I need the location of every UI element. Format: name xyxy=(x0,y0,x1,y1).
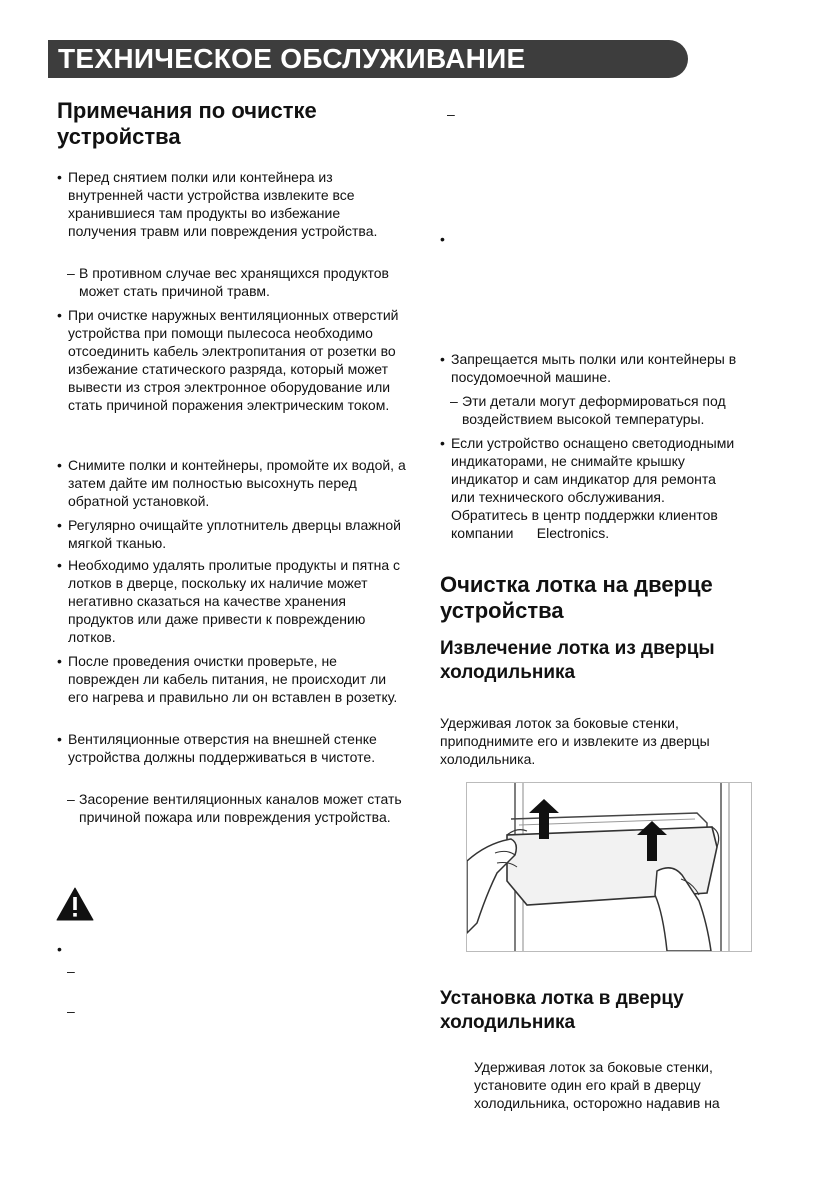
remove-tray-text: Удерживая лоток за боковые стенки, приподнимите его и извлеките из дверцы холодильника. xyxy=(440,715,710,767)
led-line-2: индикаторами, не снимайте крышку xyxy=(451,453,685,469)
dash-mark: – xyxy=(450,393,458,409)
note-weight-injury xyxy=(57,264,409,300)
empty-bullet-mark: • xyxy=(57,941,62,957)
led-line-4: или технического обслуживания. xyxy=(451,489,665,505)
note-vents-fire xyxy=(57,790,409,826)
cleaning-notes-heading xyxy=(57,98,397,150)
door-tray-heading: Очистка лотка на дверце устройства xyxy=(440,572,713,623)
empty-dash-mark: – xyxy=(67,963,75,979)
empty-dash-mark: – xyxy=(67,1003,75,1019)
install-tray-heading: Установка лотка в дверцу холодильника xyxy=(440,988,684,1033)
note-vents-clean: • Вентиляционные отверстия на внешней стенке устройства должны поддерживаться в чистоте. xyxy=(57,730,413,766)
led-line-3: индикатор и сам индикатор для ремонта xyxy=(451,471,716,487)
note-door-seal: • Регулярно очищайте уплотнитель дверцы влажной мягкой тканью. xyxy=(57,516,408,552)
empty-bullet-mark: • xyxy=(440,231,445,247)
led-line-1: Если устройство оснащено светодиодными xyxy=(451,435,735,451)
note-weight-injury-text: В противном случае вес хранящихся продуктов может стать причиной травм. xyxy=(79,265,389,299)
dash-mark: – xyxy=(67,265,75,281)
remove-tray-heading: Извлечение лотка из дверцы холодильника xyxy=(440,638,715,683)
note-wash-shelves: • Снимите полки и контейнеры, промойте их водой, а затем дайте им полностью высохнуть перед обратной установкой. xyxy=(57,456,408,510)
section-title: ТЕХНИЧЕСКОЕ ОБСЛУЖИВАНИЕ xyxy=(58,43,526,74)
note-vents-fire-text: Засорение вентиляционных каналов может стать причиной пожара или повреждения устройства. xyxy=(79,791,402,825)
cleaning-notes-heading-line1: Примечания по очистке xyxy=(57,98,317,123)
warning-icon xyxy=(56,887,94,921)
led-line-5: Обратитесь в центр поддержки клиентов xyxy=(451,507,718,523)
cleaning-notes-heading-line2: устройства xyxy=(57,124,181,149)
note-led-indicator xyxy=(440,434,811,542)
dash-mark: – xyxy=(67,791,75,807)
note-power-cable: • После проведения очистки проверьте, не поврежден ли кабель питания, не происходит ли его нагрева и правильно ли он вставлен в розетку. xyxy=(57,652,408,706)
section-header-bar xyxy=(48,40,688,78)
note-no-dishwasher: • Запрещается мыть полки или контейнеры в посудомоечной машине. xyxy=(440,350,796,386)
note-deform-heat-text: Эти детали могут деформироваться под воздействием высокой температуры. xyxy=(462,393,726,427)
led-line-6: компании Electronics. xyxy=(451,525,610,541)
note-deform-heat xyxy=(440,392,807,428)
empty-dash-mark: – xyxy=(447,106,455,122)
note-spills-trays: • Необходимо удалять пролитые продукты и пятна с лотков в дверце, поскольку их наличие может негативно сказаться на качестве хранения продуктов или даже привести к повреждению лотков. xyxy=(57,556,408,646)
tray-removal-illustration xyxy=(466,782,752,952)
note-remove-items: • Перед снятием полки или контейнера из внутренней части устройства извлеките все хранившиеся там продукты во избежание получения травм или повреждения устройства. xyxy=(57,168,403,240)
install-tray-text: Удерживая лоток за боковые стенки, установите один его край в дверцу холодильника, осторожно надавив на xyxy=(474,1059,720,1111)
note-vacuum-unplug: • При очистке наружных вентиляционных отверстий устройства при помощи пылесоса необходимо отсоединить кабель электропитания от розетки во избежание статического разряда, который может вывести из строя электронное оборудование или стать причиной поражения электрическим током. xyxy=(57,306,408,414)
